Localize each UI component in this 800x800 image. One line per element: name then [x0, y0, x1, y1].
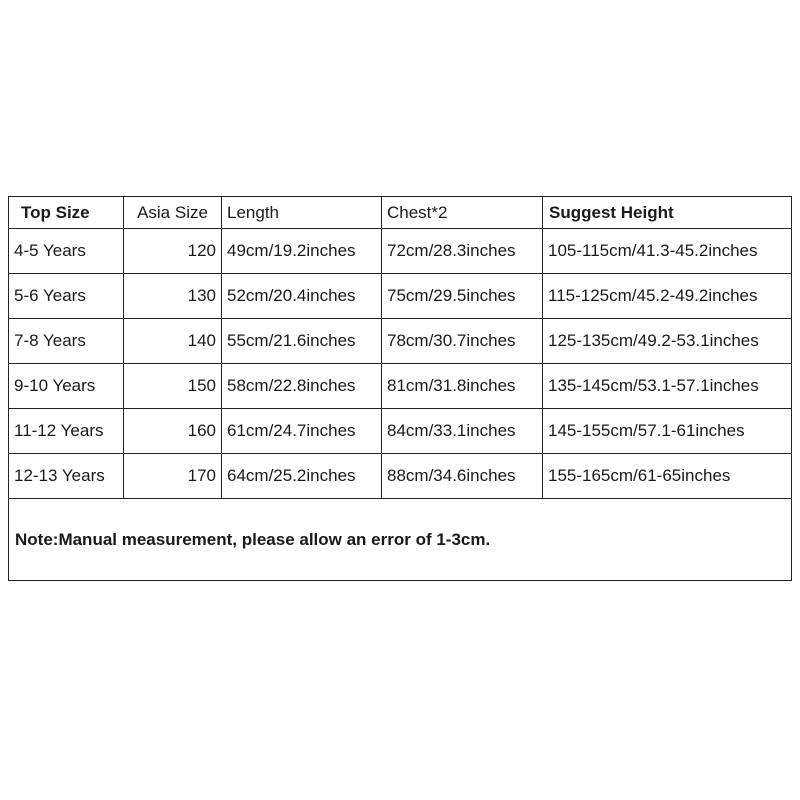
- cell-top-size: 5-6 Years: [9, 274, 124, 319]
- cell-asia-size: 130: [124, 274, 222, 319]
- header-top-size: Top Size: [9, 197, 124, 229]
- note-row: [9, 499, 792, 581]
- measurement-note: Note:Manual measurement, please allow an error of 1-3cm.: [9, 499, 792, 581]
- cell-chest: 81cm/31.8inches: [382, 364, 543, 409]
- cell-top-size: 9-10 Years: [9, 364, 124, 409]
- cell-length: 58cm/22.8inches: [222, 364, 382, 409]
- table-header-row: [9, 197, 792, 229]
- cell-chest: 72cm/28.3inches: [382, 229, 543, 274]
- size-chart-table: [8, 196, 792, 581]
- table-row: [9, 364, 792, 409]
- table-row: [9, 274, 792, 319]
- header-length: Length: [222, 197, 382, 229]
- table-row: [9, 319, 792, 364]
- cell-chest: 88cm/34.6inches: [382, 454, 543, 499]
- header-chest: Chest*2: [382, 197, 543, 229]
- cell-top-size: 7-8 Years: [9, 319, 124, 364]
- cell-asia-size: 170: [124, 454, 222, 499]
- table-row: [9, 229, 792, 274]
- cell-suggest-height: 135-145cm/53.1-57.1inches: [543, 364, 792, 409]
- cell-length: 64cm/25.2inches: [222, 454, 382, 499]
- cell-asia-size: 160: [124, 409, 222, 454]
- cell-suggest-height: 115-125cm/45.2-49.2inches: [543, 274, 792, 319]
- cell-suggest-height: 105-115cm/41.3-45.2inches: [543, 229, 792, 274]
- cell-chest: 75cm/29.5inches: [382, 274, 543, 319]
- cell-suggest-height: 155-165cm/61-65inches: [543, 454, 792, 499]
- cell-chest: 84cm/33.1inches: [382, 409, 543, 454]
- cell-asia-size: 140: [124, 319, 222, 364]
- cell-top-size: 12-13 Years: [9, 454, 124, 499]
- cell-suggest-height: 145-155cm/57.1-61inches: [543, 409, 792, 454]
- cell-asia-size: 150: [124, 364, 222, 409]
- cell-top-size: 11-12 Years: [9, 409, 124, 454]
- table-row: [9, 409, 792, 454]
- cell-asia-size: 120: [124, 229, 222, 274]
- cell-length: 52cm/20.4inches: [222, 274, 382, 319]
- cell-length: 55cm/21.6inches: [222, 319, 382, 364]
- cell-length: 61cm/24.7inches: [222, 409, 382, 454]
- cell-top-size: 4-5 Years: [9, 229, 124, 274]
- cell-length: 49cm/19.2inches: [222, 229, 382, 274]
- cell-chest: 78cm/30.7inches: [382, 319, 543, 364]
- cell-suggest-height: 125-135cm/49.2-53.1inches: [543, 319, 792, 364]
- table-row: [9, 454, 792, 499]
- header-asia-size: Asia Size: [124, 197, 222, 229]
- header-suggest-height: Suggest Height: [543, 197, 792, 229]
